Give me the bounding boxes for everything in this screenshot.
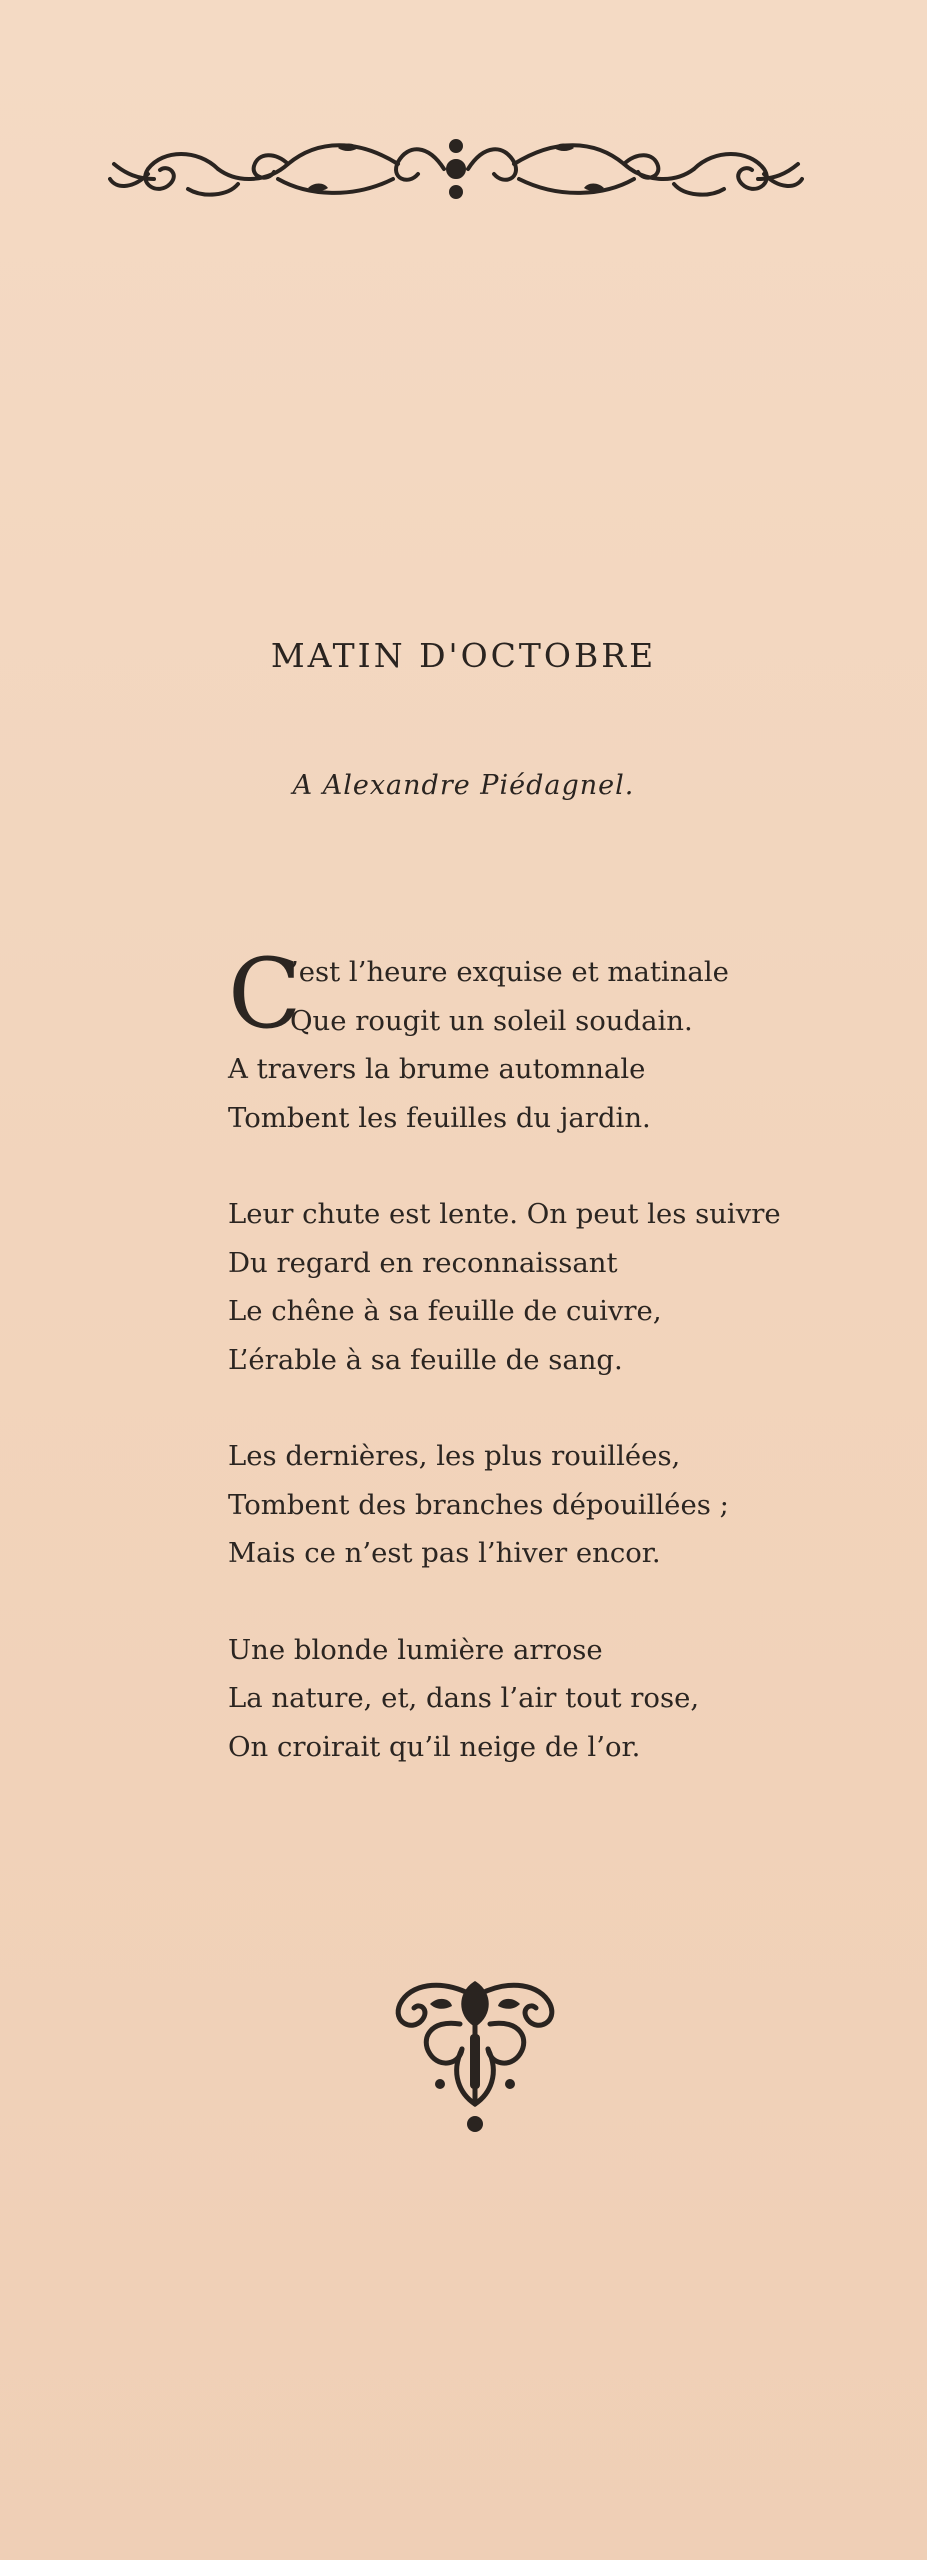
- poem-line: La nature, et, dans l’air tout rose,: [228, 1682, 700, 1714]
- poem-line: Mais ce n’est pas l’hiver encor.: [228, 1537, 661, 1569]
- poem-line-text: Que rougit un soleil soudain.: [290, 1004, 693, 1037]
- poem-title: MATIN D'OCTOBRE: [270, 636, 657, 675]
- poem-line: L’érable à sa feuille de sang.: [228, 1343, 623, 1376]
- scroll-ornament-headpiece: [108, 134, 804, 204]
- poem-line: Leur chute est lente. On peut les suivre: [228, 1198, 781, 1230]
- poem-line: Le chêne à sa feuille de cuivre,: [228, 1295, 662, 1327]
- poem-dedication: A Alexandre Piédagnel.: [292, 770, 635, 801]
- poem-line: Les dernières, les plus rouillées,: [228, 1440, 681, 1472]
- stanza: [228, 1190, 848, 1384]
- poem-line: Une blonde lumière arrose: [228, 1633, 603, 1666]
- fleuron-tailpiece: [390, 1974, 560, 2140]
- stanza: [228, 1626, 848, 1772]
- stanza: [228, 1432, 848, 1578]
- poem-line: Tombent les feuilles du jardin.: [228, 1101, 651, 1134]
- poem-line: [228, 997, 848, 1046]
- stanza: [228, 938, 848, 1142]
- poem-line: Du regard en reconnaissant: [228, 1246, 618, 1279]
- poem-line: Tombent des branches dépouillées ;: [228, 1488, 729, 1521]
- poem-body: [228, 938, 848, 1819]
- drop-cap: C: [228, 938, 302, 1050]
- poem-line: A travers la brume automnale: [228, 1053, 646, 1085]
- poem-line: On croirait qu’il neige de l’or.: [228, 1730, 641, 1763]
- poem-line-text: ’est l’heure exquise et matinale: [290, 956, 729, 988]
